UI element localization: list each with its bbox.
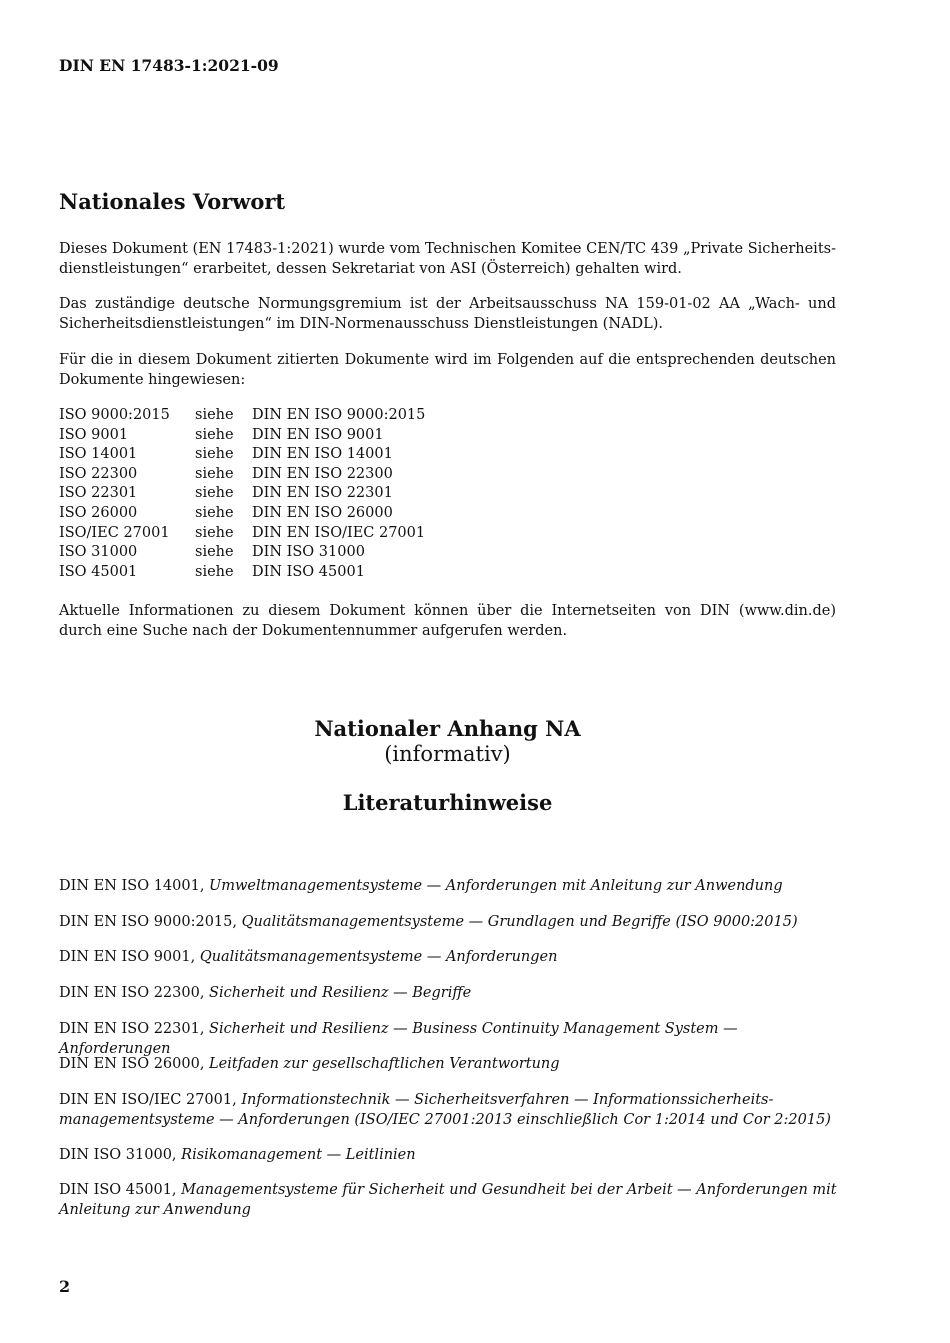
iso-ref: ISO 14001 — [59, 446, 138, 463]
annex-subtitle: (informativ) — [384, 742, 511, 766]
reference-row — [59, 465, 425, 485]
siehe-word: siehe — [195, 485, 234, 502]
siehe-word: siehe — [195, 504, 234, 521]
siehe-word: siehe — [195, 407, 234, 423]
reference-row — [59, 524, 425, 544]
bibliography-entry: DIN ISO 31000, Risikomanagement — Leitlinien — [59, 1147, 416, 1163]
annex-title: Nationaler Anhang NA — [314, 716, 581, 741]
reference-table — [59, 406, 425, 582]
siehe-word: siehe — [195, 446, 234, 463]
din-ref: DIN EN ISO 9001 — [252, 426, 384, 443]
bibliography-entry: DIN EN ISO 9000:2015, Qualitätsmanagementsysteme — Grundlagen und Begriffe (ISO 9000:2015) — [59, 914, 798, 930]
siehe-word: siehe — [195, 465, 234, 482]
reference-row — [59, 445, 425, 465]
siehe-word: siehe — [195, 426, 234, 443]
din-ref: DIN ISO 31000 — [252, 544, 365, 561]
reference-row — [59, 504, 425, 524]
din-ref: DIN EN ISO 9000:2015 — [252, 407, 426, 423]
foreword-paragraph-4: Aktuelle Informationen zu diesem Dokument können über die Internetseiten von DIN (www.din.de) durch eine Suche nach der Dokumentennummer aufgerufen werden. — [59, 603, 836, 639]
reference-row — [59, 406, 425, 426]
din-ref: DIN EN ISO 14001 — [252, 446, 393, 463]
bibliography-title: Literaturhinweise — [342, 790, 553, 815]
iso-ref: ISO/IEC 27001 — [59, 524, 170, 541]
iso-ref: ISO 22301 — [59, 485, 138, 502]
siehe-word: siehe — [195, 563, 234, 580]
din-ref: DIN EN ISO 22301 — [252, 485, 393, 502]
reference-row — [59, 543, 425, 563]
siehe-word: siehe — [195, 544, 234, 561]
bibliography-entry: DIN EN ISO 26000, Leitfaden zur gesellschaftlichen Verantwortung — [59, 1056, 560, 1072]
bibliography-entry: DIN EN ISO/IEC 27001, Informationstechnik — Sicherheitsverfahren — Informationssicherheits-managementsysteme — Anforderungen (ISO/IEC 27001:2013 einschließlich Cor 1:2014 und Cor 2:2015) — [59, 1092, 831, 1128]
iso-ref: ISO 22300 — [59, 465, 138, 482]
foreword-title: Nationales Vorwort — [59, 189, 286, 214]
bibliography-entry: DIN EN ISO 9001, Qualitätsmanagementsysteme — Anforderungen — [59, 949, 558, 965]
iso-ref: ISO 9000:2015 — [59, 407, 170, 423]
iso-ref: ISO 26000 — [59, 504, 138, 521]
foreword-paragraph-1: Dieses Dokument (EN 17483-1:2021) wurde vom Technischen Komitee CEN/TC 439 „Private Sicherheits-dienstleistungen“ erarbeitet, dessen Sekretariat von ASI (Österreich) gehalten wird. — [59, 241, 836, 277]
reference-row — [59, 484, 425, 504]
bibliography-entry: DIN EN ISO 14001, Umweltmanagementsysteme — Anforderungen mit Anleitung zur Anwendung — [59, 878, 783, 894]
bibliography-entry: DIN EN ISO 22300, Sicherheit und Resilienz — Begriffe — [59, 985, 472, 1001]
din-ref: DIN EN ISO/IEC 27001 — [252, 524, 426, 541]
din-ref: DIN ISO 45001 — [252, 563, 365, 580]
document-id-header: DIN EN 17483-1:2021-09 — [59, 56, 279, 75]
iso-ref: ISO 31000 — [59, 544, 138, 561]
foreword-paragraph-2: Das zuständige deutsche Normungsgremium ist der Arbeitsausschuss NA 159-01-02 AA „Wach- und Sicherheitsdienstleistungen“ im DIN-Normenausschuss Dienstleistungen (NADL). — [59, 296, 836, 332]
foreword-paragraph-3: Für die in diesem Dokument zitierten Dokumente wird im Folgenden auf die entsprechenden deutschen Dokumente hingewiesen: — [59, 352, 836, 388]
din-ref: DIN EN ISO 22300 — [252, 465, 393, 482]
bibliography-entry: DIN ISO 45001, Managementsysteme für Sicherheit und Gesundheit bei der Arbeit — Anforderungen mit Anleitung zur Anwendung — [59, 1182, 837, 1218]
iso-ref: ISO 45001 — [59, 563, 138, 580]
bibliography-entry: DIN EN ISO 22301, Sicherheit und Resilienz — Business Continuity Management System — Anforderungen — [59, 1021, 738, 1057]
din-ref: DIN EN ISO 26000 — [252, 504, 393, 521]
siehe-word: siehe — [195, 524, 234, 541]
reference-row — [59, 426, 425, 446]
page-number: 2 — [59, 1277, 71, 1296]
iso-ref: ISO 9001 — [59, 426, 129, 443]
reference-row — [59, 563, 425, 583]
